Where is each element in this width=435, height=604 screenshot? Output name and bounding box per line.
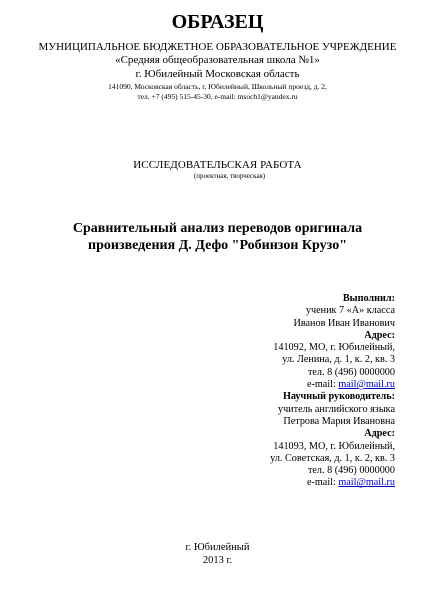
supervisor-email-link[interactable]: mail@mail.ru: [338, 477, 395, 489]
author-grade: ученик 7 «А» класса: [305, 305, 395, 317]
supervisor-email-label: e-mail:: [306, 477, 339, 489]
supervisor-name: Петрова Мария Ивановна: [283, 415, 395, 427]
author-heading: Выполнил:: [342, 293, 395, 304]
sample-title: ОБРАЗЕЦ: [171, 11, 264, 33]
author-name: Иванов Иван Иванович: [293, 317, 395, 329]
school-name: «Средняя общеобразовательная школа №1»: [115, 54, 320, 66]
organization-name: МУНИЦИПАЛЬНОЕ БЮДЖЕТНОЕ ОБРАЗОВАТЕЛЬНОЕ УЧРЕЖДЕНИЕ: [38, 41, 397, 53]
author-email-link[interactable]: mail@mail.ru: [338, 379, 395, 391]
supervisor-heading: Научный руководитель:: [282, 391, 395, 403]
work-type: ИССЛЕДОВАТЕЛЬСКАЯ РАБОТА: [133, 159, 302, 171]
school-city-region: г. Юбилейный Московская область: [135, 68, 300, 80]
supervisor-address-line-2: ул. Советская, д. 1, к. 2, кв. 3: [270, 452, 395, 464]
work-title-line-1: Сравнительный анализ переводов оригинала: [72, 221, 363, 236]
school-address: 141090, Московская область, г. Юбилейный, Школьный проезд, д. 2,: [108, 82, 327, 91]
footer-year: 2013 г.: [202, 555, 233, 566]
school-contacts: тел. +7 (495) 515-45-30, e-mail: msoch1@yandex.ru: [137, 92, 298, 101]
work-title-line-2: произведения Д. Дефо "Робинзон Крузо": [88, 238, 347, 253]
author-email-row: [95, 379, 395, 391]
supervisor-address-heading: Адрес:: [364, 428, 395, 440]
supervisor-address-line-1: 141093, МО, г. Юбилейный,: [273, 440, 395, 452]
author-info-block: [95, 293, 395, 490]
author-email-label: e-mail:: [306, 379, 339, 391]
supervisor-email-row: [95, 477, 395, 489]
footer-city: г. Юбилейный: [185, 542, 250, 553]
author-address-line-1: 141092, МО, г. Юбилейный,: [273, 342, 395, 354]
work-subtype: (проектная, творческая): [193, 172, 266, 180]
supervisor-phone: тел. 8 (496) 0000000: [307, 465, 395, 477]
author-address-line-2: ул. Ленина, д. 1, к. 2, кв. 3: [282, 354, 395, 366]
author-phone: тел. 8 (496) 0000000: [307, 366, 395, 378]
author-address-heading: Адрес:: [364, 329, 395, 341]
supervisor-position: учитель английского языка: [277, 403, 395, 415]
